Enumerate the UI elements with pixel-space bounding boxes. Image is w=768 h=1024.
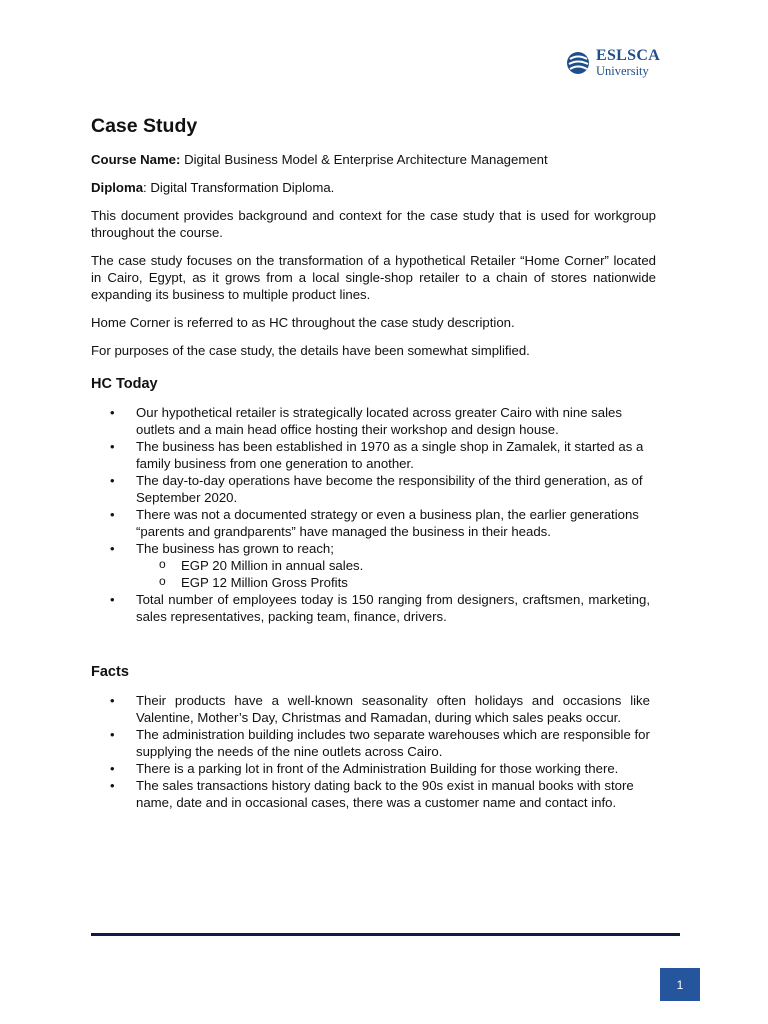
logo-subtitle: University	[596, 64, 649, 79]
facts-heading: Facts	[91, 664, 129, 680]
bullet-icon: •	[110, 778, 115, 793]
list-item-text: Our hypothetical retailer is strategically located across greater Cairo with nine sales outlets and a main head office hosting their workshop and design house.	[136, 405, 622, 437]
hc-today-list	[91, 404, 656, 625]
list-item	[91, 777, 661, 811]
list-item-text: Total number of employees today is 150 ranging from designers, craftsmen, marketing, sales representatives, packing team, finance, drivers.	[136, 592, 650, 624]
list-item	[91, 591, 650, 625]
list-item-text: The sales transactions history dating back to the 90s exist in manual books with store name, date and in occasional cases, there was a customer name and contact info.	[136, 778, 634, 810]
simplification-paragraph: For purposes of the case study, the details have been somewhat simplified.	[91, 343, 530, 358]
list-item-text: The day-to-day operations have become the responsibility of the third generation, as of September 2020.	[136, 473, 643, 505]
abbreviation-paragraph: Home Corner is referred to as HC throughout the case study description.	[91, 315, 515, 330]
list-item-text: The business has grown to reach;	[136, 541, 334, 556]
list-item	[91, 692, 650, 726]
bullet-icon: •	[110, 761, 115, 776]
sub-list-item	[136, 557, 661, 574]
bullet-icon: •	[110, 473, 115, 488]
list-item	[91, 726, 661, 760]
sub-bullet-icon: o	[159, 557, 166, 571]
list-item-text: There is a parking lot in front of the Administration Building for those working there.	[136, 761, 619, 776]
sub-list-item-text: EGP 20 Million in annual sales.	[181, 558, 364, 573]
hc-today-heading: HC Today	[91, 376, 158, 392]
list-item	[91, 472, 661, 506]
page-number-badge: 1	[660, 968, 700, 1001]
sub-list-item	[136, 574, 661, 591]
growth-sublist	[136, 557, 661, 591]
list-item-text: The business has been established in 1970 as a single shop in Zamalek, it started as a family business from one generation to another.	[136, 439, 644, 471]
list-item-text: Their products have a well-known seasonality often holidays and occasions like Valentine, Mother’s Day, Christmas and Ramadan, during which sales peaks occur.	[136, 693, 650, 725]
course-name-value: Digital Business Model & Enterprise Architecture Management	[180, 152, 548, 167]
course-name-line	[91, 151, 656, 168]
list-item	[91, 404, 661, 438]
bullet-icon: •	[110, 541, 115, 556]
list-item	[91, 506, 661, 540]
facts-list	[91, 692, 656, 811]
bullet-icon: •	[110, 439, 115, 454]
diploma-value: : Digital Transformation Diploma.	[143, 180, 335, 195]
university-logo	[566, 48, 660, 78]
list-item	[91, 760, 661, 777]
course-name-label: Course Name:	[91, 152, 181, 167]
bullet-icon: •	[110, 693, 115, 708]
intro-paragraph: This document provides background and context for the case study that is used for workgroup throughout the course.	[91, 208, 656, 240]
bullet-icon: •	[110, 507, 115, 522]
sub-list-item-text: EGP 12 Million Gross Profits	[181, 575, 348, 590]
eslsca-logo-icon	[566, 48, 592, 78]
bullet-icon: •	[110, 592, 115, 607]
list-item	[91, 438, 661, 472]
list-item-text: There was not a documented strategy or even a business plan, the earlier generations “parents and grandparents” have managed the business in their heads.	[136, 507, 639, 539]
bullet-icon: •	[110, 727, 115, 742]
document-title: Case Study	[91, 115, 198, 137]
logo-name: ESLSCA	[596, 47, 661, 65]
footer-divider	[91, 933, 680, 936]
sub-bullet-icon: o	[159, 574, 166, 588]
document-body	[91, 114, 656, 811]
focus-paragraph: The case study focuses on the transformation of a hypothetical Retailer “Home Corner” located in Cairo, Egypt, as it grows from a local single-shop retailer to a chain of stores nationwide expanding its business to multiple product lines.	[91, 253, 656, 302]
list-item-text: The administration building includes two separate warehouses which are responsible for supplying the needs of the nine outlets across Cairo.	[136, 727, 650, 759]
bullet-icon: •	[110, 405, 115, 420]
list-item	[91, 540, 661, 591]
diploma-line	[91, 179, 656, 196]
diploma-label: Diploma	[91, 180, 144, 195]
